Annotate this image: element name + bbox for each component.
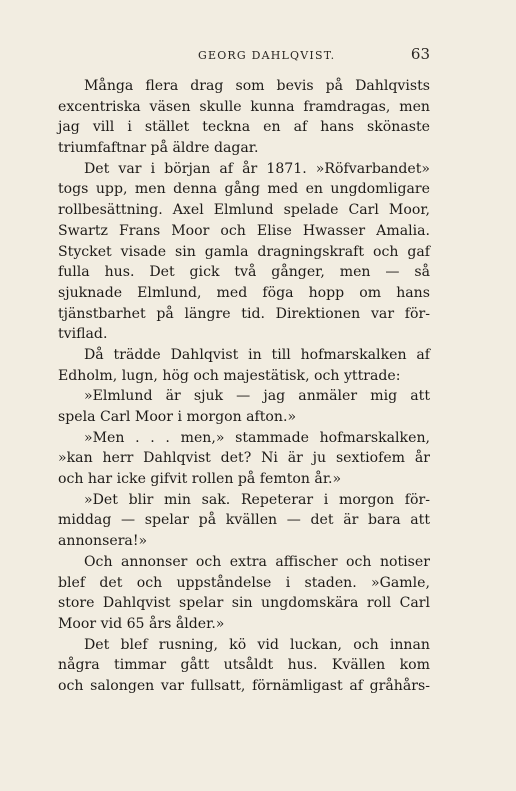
text-line: Det var i början af år 1871. »Röfvarbandet» [84, 160, 430, 177]
text-line: »Det blir min sak. Repeterar i morgon för- [84, 491, 430, 508]
running-title: GEORG DAHLQVIST. [198, 49, 336, 62]
text-line: Stycket visade sin gamla dragningskraft och gaf [58, 243, 430, 260]
text-line: Då trädde Dahlqvist in till hofmarskalken af [84, 346, 430, 363]
text-line: store Dahlqvist spelar sin ungdomskära roll Carl [58, 595, 430, 612]
text-line: och har icke gifvit rollen på femton år.» [58, 471, 342, 488]
text-line: tjänstbarhet på längre tid. Direktionen var för- [58, 305, 430, 322]
text-line: Och annonser och extra affischer och notiser [84, 553, 430, 570]
text-line: sjuknade Elmlund, med föga hopp om hans [58, 284, 430, 301]
text-line: jag vill i stället teckna en af hans skönaste [58, 119, 430, 136]
text-line: triumfaftnar på äldre dagar. [58, 140, 259, 157]
text-line: »Men . . . men,» stammade hofmarskalken, [84, 429, 430, 446]
text-line: togs upp, men denna gång med en ungdomligare [58, 181, 430, 198]
text-line: Det blef rusning, kö vid luckan, och innan [84, 636, 430, 653]
text-line: tviflad. [58, 326, 108, 343]
text-line: annonsera!» [58, 533, 148, 550]
text-line: Många flera drag som bevis på Dahlqvists [84, 78, 430, 94]
text-line: spela Carl Moor i morgon afton.» [58, 409, 297, 425]
text-line: och salongen var fullsatt, förnämligast af gråhårs- [58, 677, 430, 694]
text-line: excentriska väsen skulle kunna framdragas, men [58, 98, 430, 115]
running-head [58, 45, 430, 65]
text-line: Moor vid 65 års ålder.» [58, 615, 225, 632]
text-line: Swartz Frans Moor och Elise Hwasser Amalia. [58, 222, 430, 239]
body-text [58, 76, 430, 697]
text-line: middag — spelar på kvällen — det är bara att [58, 512, 430, 529]
text-line: »kan herr Dahlqvist det? Ni är ju sextiofem år [58, 450, 430, 467]
page-number: 63 [410, 45, 430, 63]
text-line: »Elmlund är sjuk — jag anmäler mig att [84, 388, 430, 405]
text-line: några timmar gått utsåldt hus. Kvällen kom [58, 657, 430, 674]
text-line: fulla hus. Det gick två gånger, men — så [58, 264, 430, 281]
text-line: blef det och uppståndelse i staden. »Gamle, [58, 574, 430, 591]
text-line: rollbesättning. Axel Elmlund spelade Carl Moor, [58, 202, 430, 219]
text-line: Edholm, lugn, hög och majestätisk, och yttrade: [58, 367, 401, 384]
